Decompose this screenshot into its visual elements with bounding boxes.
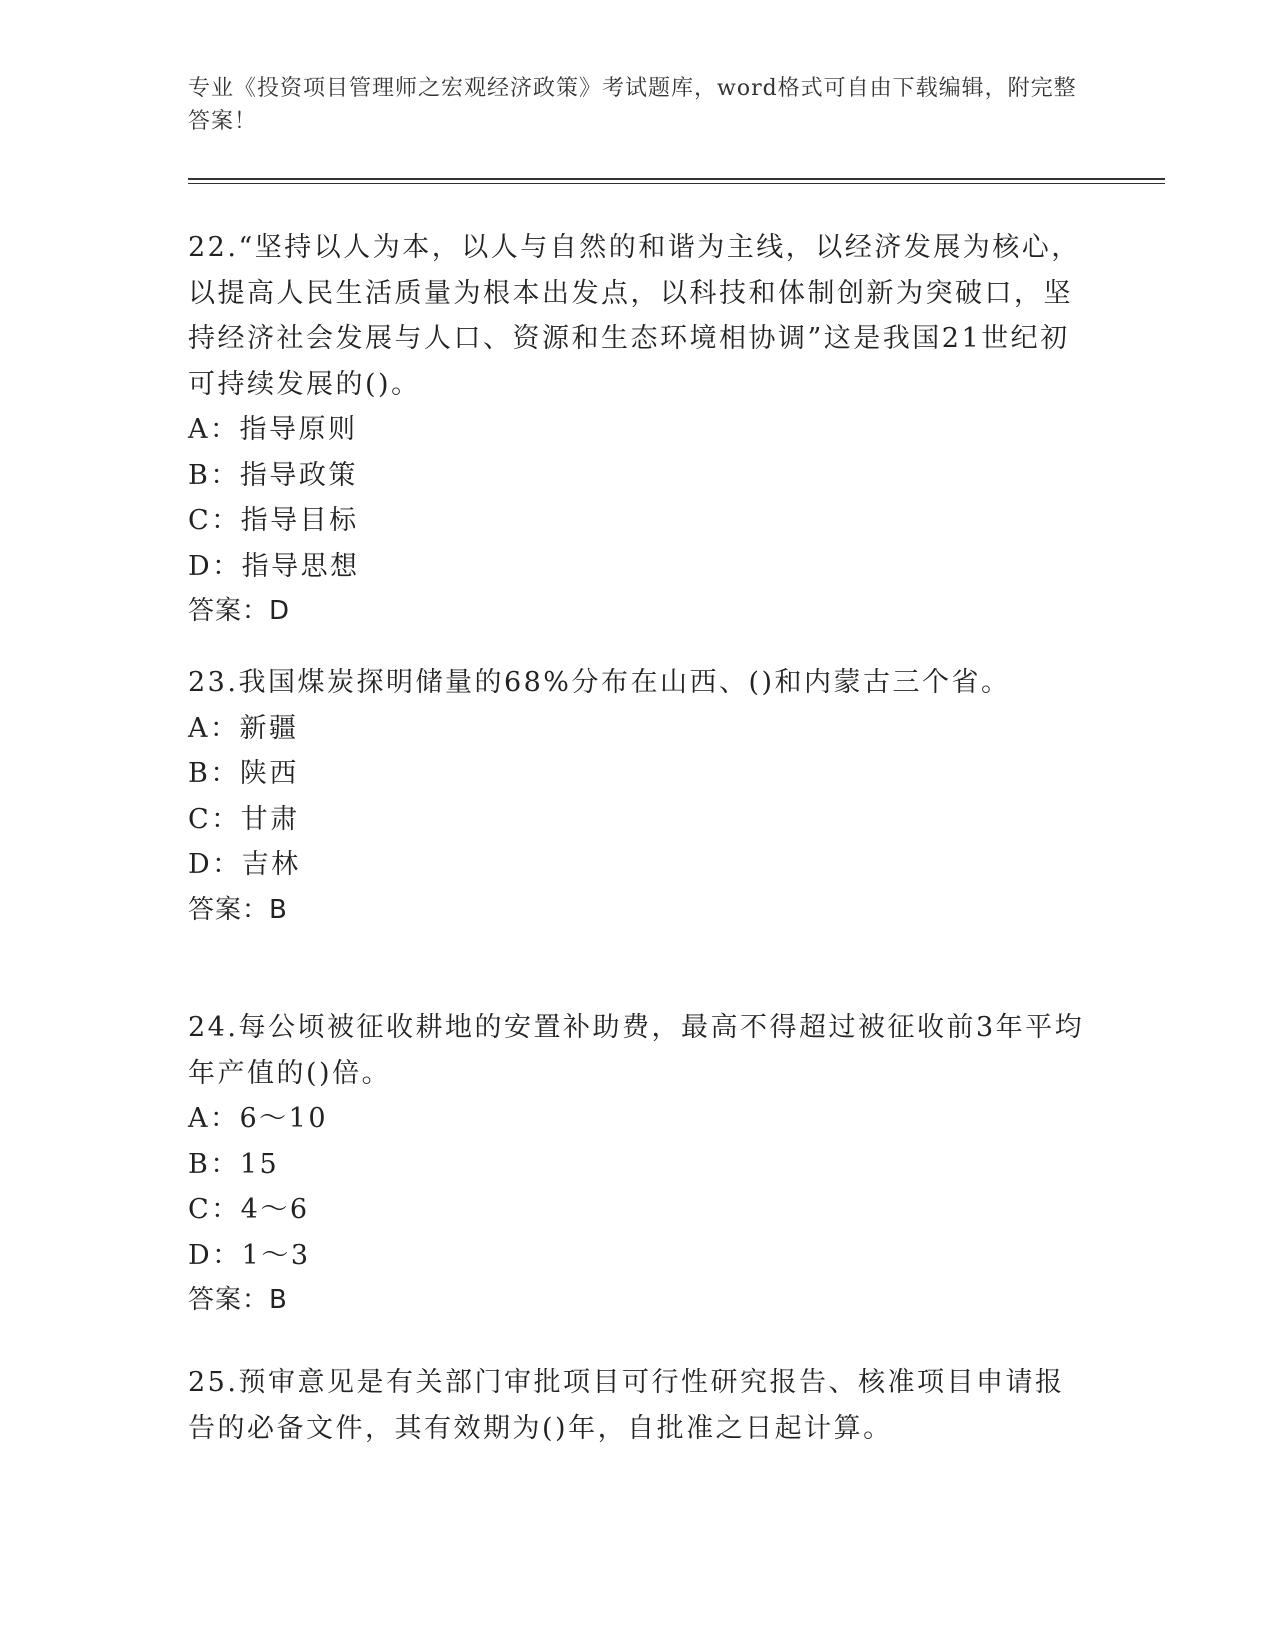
option-c: C：4～6: [188, 1194, 310, 1225]
question-25: [188, 1360, 1088, 1451]
option-a: A：6～10: [188, 1103, 329, 1134]
option-c: C：指导目标: [188, 505, 359, 536]
answer: 答案：D: [188, 596, 291, 626]
question-24: [188, 1005, 1088, 1324]
option-d: D：指导思想: [188, 550, 360, 582]
option-b: B：指导政策: [188, 459, 358, 491]
option-a: A：新疆: [188, 712, 299, 744]
option-b: B：15: [188, 1148, 280, 1180]
option-a: A：指导原则: [188, 414, 358, 445]
option-d: D：1～3: [188, 1239, 311, 1271]
answer: 答案：B: [188, 894, 288, 925]
option-c: C：甘肃: [188, 803, 300, 835]
question-23: [188, 660, 1088, 933]
question-text: 24.每公顷被征收耕地的安置补助费，最高不得超过被征收前3年平均年产值的()倍。: [188, 1012, 1085, 1089]
option-b: B：陕西: [188, 758, 299, 789]
question-text: 23.我国煤炭探明储量的68%分布在山西、()和内蒙古三个省。: [188, 667, 1011, 698]
question-22: [188, 225, 1088, 635]
answer: 答案：B: [188, 1285, 288, 1315]
question-text: 25.预审意见是有关部门审批项目可行性研究报告、核准项目申请报告的必备文件，其有效期为()年，自批准之日起计算。: [188, 1367, 1065, 1444]
option-d: D：吉林: [188, 849, 301, 880]
header-divider: [188, 178, 1165, 184]
question-text: 22.“坚持以人为本，以人与自然的和谐为主线，以经济发展为核心，以提高人民生活质量为根本出发点，以科技和体制创新为突破口，坚持经济社会发展与人口、资源和生态环境相协调”这是我国21世纪初可持续发展的()。: [188, 232, 1081, 400]
page-header: 专业《投资项目管理师之宏观经济政策》考试题库，word格式可自由下载编辑，附完整答案！: [188, 76, 1077, 134]
